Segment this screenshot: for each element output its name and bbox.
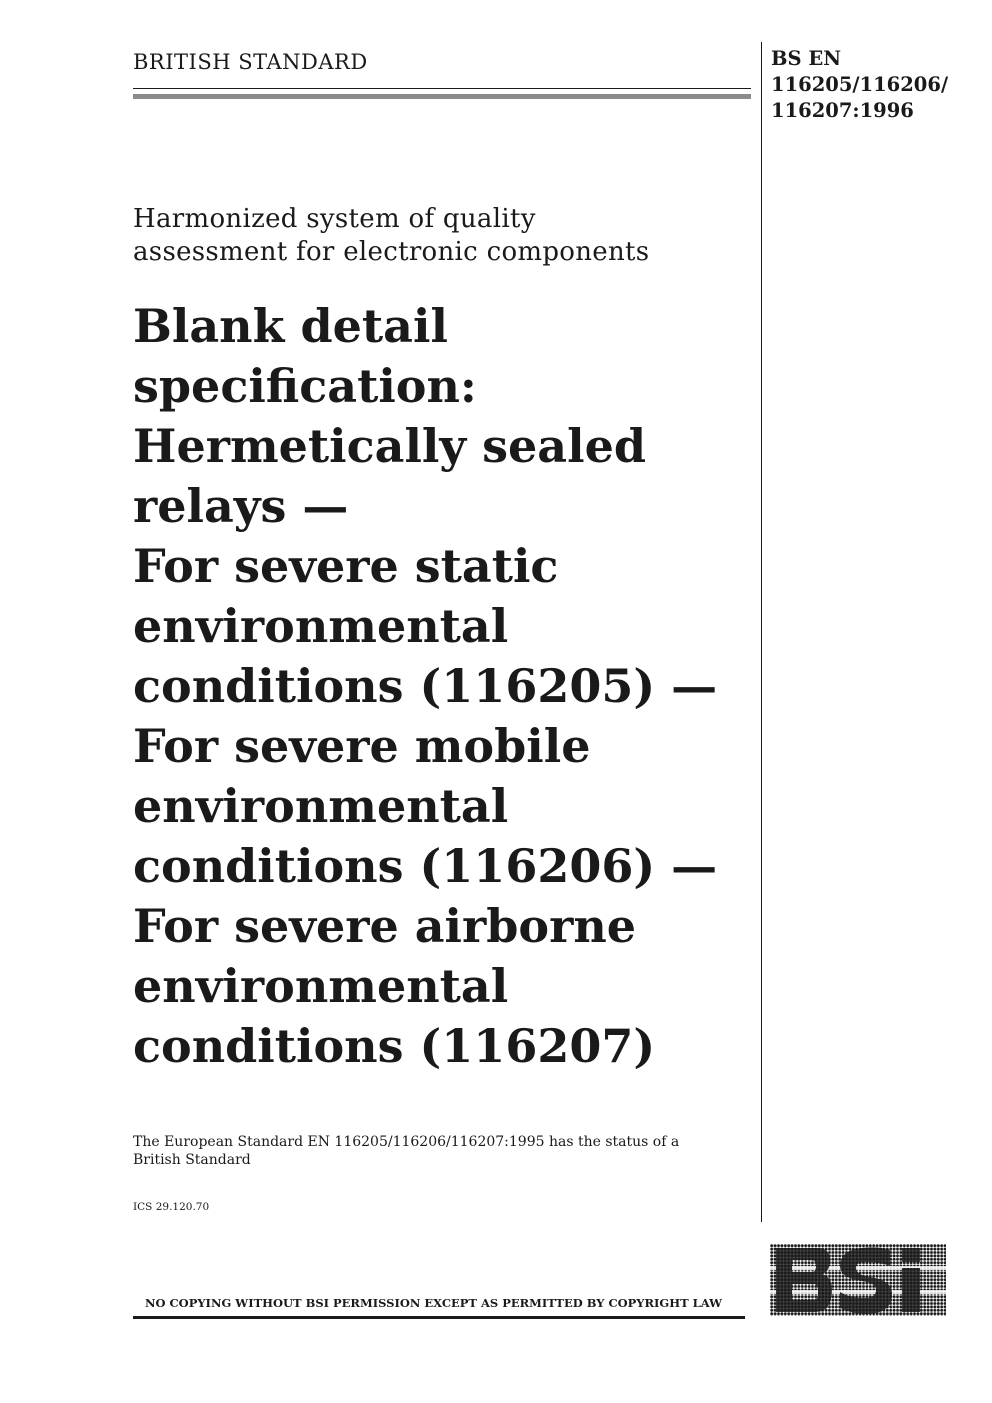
status-note-line: The European Standard EN 116205/116206/116207:1995 has the status of a <box>133 1134 680 1150</box>
title-line: conditions (116207) <box>133 1019 656 1073</box>
document-number <box>771 46 948 124</box>
title-line: specification: <box>133 359 477 413</box>
bsi-logo-icon <box>770 1244 946 1316</box>
title-line: conditions (116206) — <box>133 839 718 893</box>
copyright-notice: NO COPYING WITHOUT BSI PERMISSION EXCEPT AS PERMITTED BY COPYRIGHT LAW <box>145 1296 723 1310</box>
document-number-line: BS EN <box>771 47 842 70</box>
document-title <box>133 296 753 1076</box>
status-note <box>133 1133 743 1169</box>
title-line: For severe mobile <box>133 719 591 773</box>
document-number-line: 116205/116206/ <box>771 73 949 96</box>
title-line: relays — <box>133 479 349 533</box>
title-line: environmental <box>133 959 509 1013</box>
subtitle-line: Harmonized system of quality <box>133 204 536 234</box>
footer-rule <box>133 1316 745 1319</box>
title-line: Blank detail <box>133 299 448 353</box>
vertical-divider <box>761 42 762 1222</box>
title-line: environmental <box>133 779 509 833</box>
series-subtitle <box>133 203 743 269</box>
title-line: For severe static <box>133 539 559 593</box>
standard-type-label: BRITISH STANDARD <box>133 50 368 74</box>
title-line: For severe airborne <box>133 899 637 953</box>
subtitle-line: assessment for electronic components <box>133 237 650 267</box>
document-number-line: 116207:1996 <box>771 99 914 122</box>
status-note-line: British Standard <box>133 1152 251 1168</box>
header-rule-grey <box>133 94 751 99</box>
ics-code: ICS 29.120.70 <box>133 1201 210 1213</box>
title-line: environmental <box>133 599 509 653</box>
title-line: conditions (116205) — <box>133 659 718 713</box>
title-line: Hermetically sealed <box>133 419 647 473</box>
header-rule <box>133 88 751 89</box>
